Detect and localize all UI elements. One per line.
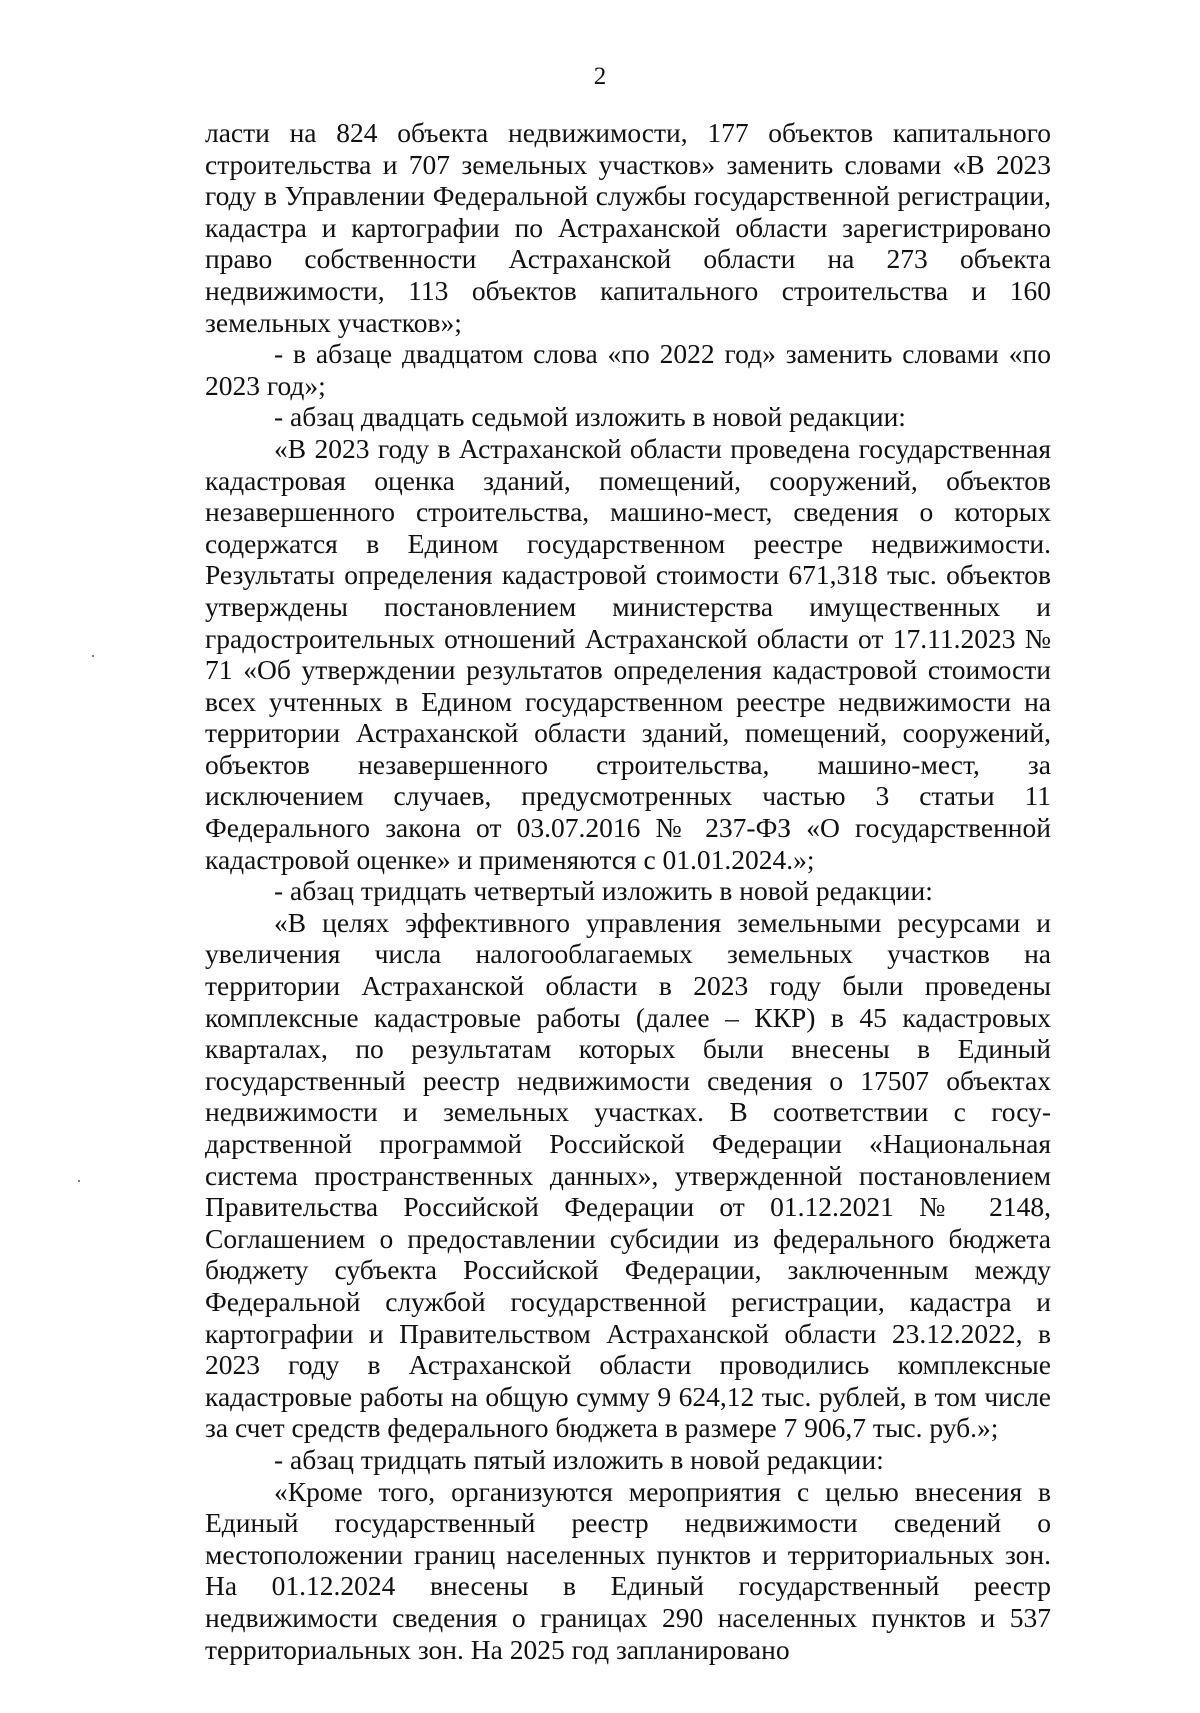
page-number: 2 bbox=[593, 63, 607, 90]
paragraph-6: «В целях эффективного управления земельными ресурсами и увеличения числа налогооблагаемых земельных участков на территории Астраханской области в 2023 году были проведены комплексные кадастровые работы (далее – ККР) в 45 кадастровых кварталах, по результатам которых были внесены в Единый государственный реестр недвижимости сведения о 17507 объектах недвижимости и земельных участках. В соответствии с государственной программой Российской Федерации «Национальная система пространственных данных», утвержденной постановлением Правительства Российской Федерации от 01.12.2021 № 2148, Соглашением о предоставлении субсидии из федерального бюджета бюджету субъекта Российской Федерации, заключенным между Федеральной службой государственной регистрации, кадастра и картографии и Правительством Астраханской области 23.12.2022, в 2023 году в Астраханской области проводились комплексные кадастровые работы на общую сумму 9 624,12 тыс. рублей, в том числе за счет средств федерального бюджета в размере 7 906,7 тыс. руб.»; bbox=[205, 906, 1051, 1444]
paragraph-2: - в абзаце двадцатом слова «по 2022 год» заменить словами «по 2023 год»; bbox=[205, 338, 1051, 401]
scan-speck bbox=[92, 655, 94, 657]
document-body bbox=[205, 117, 1051, 1665]
paragraph-7: - абзац тридцать пятый изложить в новой редакции: bbox=[274, 1443, 884, 1475]
paragraph-8: «Кроме того, организуются мероприятия с целью внесения в Единый государственный реестр недвижимости сведений о местоположении границ населенных пунктов и территориальных зон. На 01.12.2024 внесены в Единый государственный реестр недвижимости сведения о границах 290 населенных пунктов и 537 территориальных зон. На 2025 год запланировано bbox=[205, 1475, 1051, 1665]
paragraph-5: - абзац тридцать четвертый изложить в новой редакции: bbox=[274, 875, 933, 907]
paragraph-1: ласти на 824 объекта недвижимости, 177 объектов капитального строительства и 707 земельных участков» заменить словами «В 2023 году в Управлении Федеральной службы государственной регистрации, кадастра и картографии по Астраханской области зарегистрировано право собственности Астраханской области на 273 объекта недвижимости, 113 объектов капитального строительства и 160 земельных участков»; bbox=[205, 117, 1051, 338]
scan-speck bbox=[78, 1180, 80, 1182]
paragraph-4: «В 2023 году в Астраханской области проведена государственная кадастровая оценка зданий, помещений, сооружений, объектов незавершенного строительства, машино-мест, сведения о которых содержатся в Едином государственном реестре недвижимости. Результаты определения кадастровой стоимости 671,318 тыс. объектов утверждены постановлением министерства имущественных и градостроительных отношений Астраханской области от 17.11.2023 № 71 «Об утверждении результатов определения кадастровой стоимости всех учтенных в Едином государственном реестре недвижимости на территории Астраханской области зданий, помещений, сооружений, объектов незавершенного строительства, машино-мест, за исключением случаев, предусмотренных частью 3 статьи 11 Федерального закона от 03.07.2016 № 237-ФЗ «О государственной кадастровой оценке» и применяются с 01.01.2024.»; bbox=[205, 432, 1051, 875]
paragraph-3: - абзац двадцать седьмой изложить в новой редакции: bbox=[274, 401, 906, 433]
